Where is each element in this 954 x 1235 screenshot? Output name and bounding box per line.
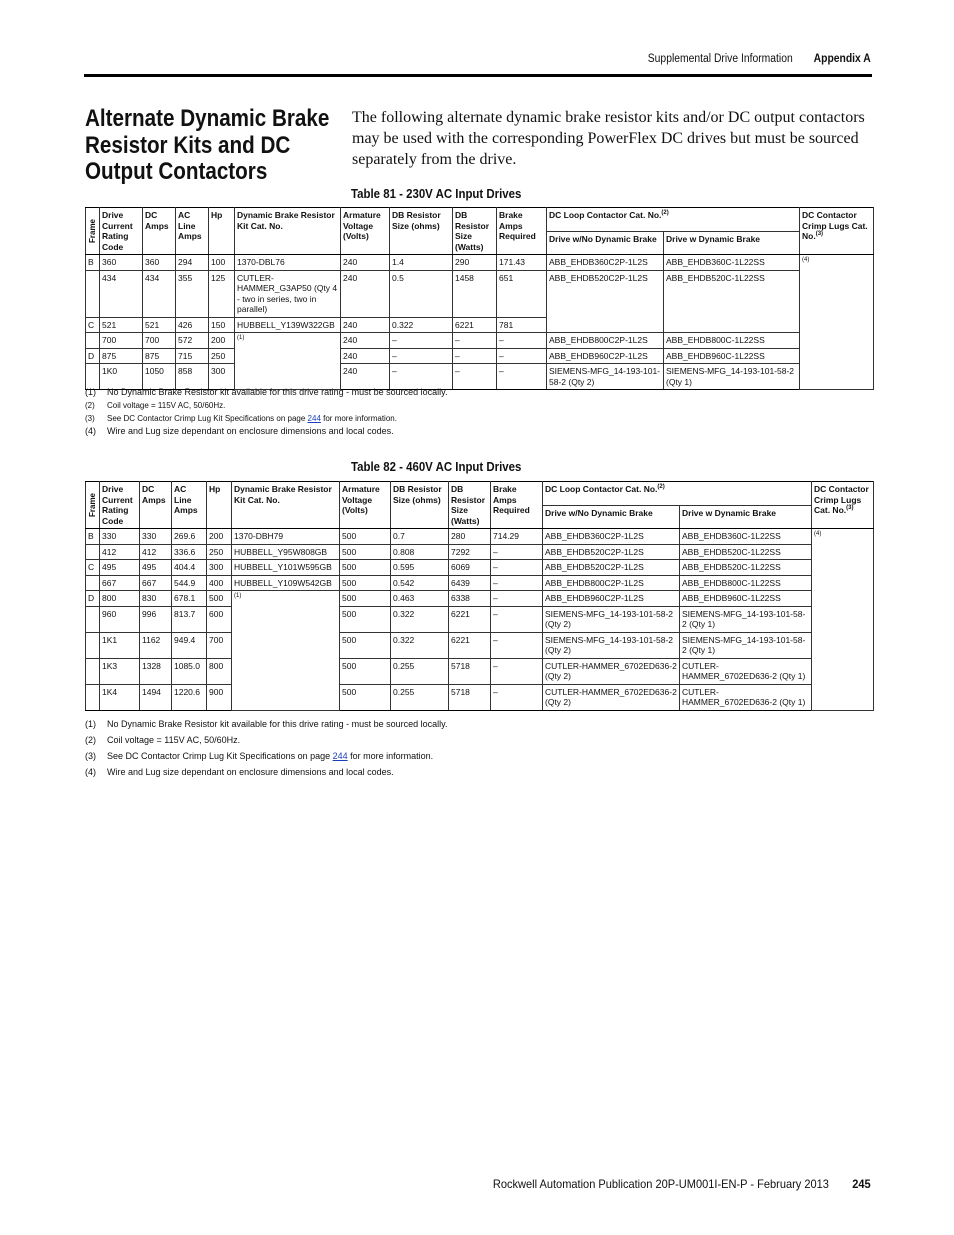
table-230v (85, 207, 874, 390)
table82-footnotes (85, 716, 865, 780)
frame-header: Frame (86, 482, 100, 529)
footnote: (4) Wire and Lug size dependant on enclosure dimensions and local codes. (85, 767, 394, 777)
brake-amps-header: Brake Amps Required (497, 208, 547, 255)
page-number: 245 (852, 1177, 871, 1191)
table81-footnotes (85, 386, 865, 438)
w-db-header: Drive w Dynamic Brake (680, 505, 812, 529)
rating-header: Drive Current Rating Code (100, 482, 140, 529)
crimp-lugs-header: DC Contactor Crimp Lugs Cat. No.$^{(3)}$ (800, 208, 874, 255)
table-row: 412 412 336.6 250 HUBBELL_Y95W808GB 500 0.808 7292 – ABB_EHDB520C2P-1L2S ABB_EHDB520C-1L22SS (86, 544, 874, 560)
db-ohms-header: DB Resistor Size (ohms) (390, 208, 453, 255)
table-row: 1K4 1494 1220.6 900 500 0.255 5718 – CUTLER-HAMMER_6702ED636-2 (Qty 2) CUTLER-HAMMER_6702ED636-2 (Qty 1) (86, 684, 874, 710)
armature-voltage-header: Armature Voltage (Volts) (340, 482, 391, 529)
brake-amps-header: Brake Amps Required (491, 482, 543, 529)
footnote: (3) See DC Contactor Crimp Lug Kit Specifications on page 244 for more information. (85, 414, 397, 423)
publication-info: Rockwell Automation Publication 20P-UM001I-EN-P - February 2013 (493, 1177, 830, 1191)
table-row: C 495 495 404.4 300 HUBBELL_Y101W595GB 500 0.595 6069 – ABB_EHDB520C2P-1L2S ABB_EHDB520C-1L22SS (86, 560, 874, 576)
table-row: B 330 330 269.6 200 1370-DBH79 500 0.7 280 714.29 ABB_EHDB360C2P-1L2S ABB_EHDB360C-1L22SS $^{(4)}$ (86, 529, 874, 545)
table81-caption: Table 81 - 230V AC Input Drives (351, 186, 522, 201)
ac-amps-header: AC Line Amps (176, 208, 209, 255)
table-row: C 521 521 426 150 HUBBELL_Y139W322GB 240 0.322 6221 781 (86, 317, 874, 333)
section-heading: Alternate Dynamic Brake Resistor Kits and DC Output Contactors (85, 105, 330, 185)
table-row: 1K3 1328 1085.0 800 500 0.255 5718 – CUTLER-HAMMER_6702ED636-2 (Qty 2) CUTLER-HAMMER_6702ED636-2 (Qty 1) (86, 658, 874, 684)
table-460v (85, 481, 874, 711)
header-section: Supplemental Drive Information (648, 53, 793, 65)
table-row: 434 434 355 125 CUTLER-HAMMER_G3AP50 (Qty 4 - two in series, two in parallel) 240 0.5 1458 651 ABB_EHDB520C2P-1L2S ABB_EHDB520C-1L22SS (86, 270, 874, 317)
header-appendix: Appendix A (813, 53, 871, 65)
db-kit-header: Dynamic Brake Resistor Kit Cat. No. (235, 208, 341, 255)
rating-header: Drive Current Rating Code (100, 208, 143, 255)
page-link[interactable]: 244 (332, 751, 348, 761)
table82-caption: Table 82 - 460V AC Input Drives (351, 459, 522, 474)
crimp-lugs-cell: (4) (800, 255, 874, 390)
db-kit-note-cell: (1) (232, 591, 340, 711)
table-row: 1K0 1050 858 300 240 – – – SIEMENS-MFG_14-193-101-58-2 (Qty 2) SIEMENS-MFG_14-193-101-58-2 (Qty 1) (86, 364, 874, 390)
running-header (648, 53, 871, 65)
db-kit-note-cell: (1) (235, 333, 341, 390)
contactor-header: DC Loop Contactor Cat. No.$^{(2)}$ (543, 482, 812, 506)
frame-header: Frame (86, 208, 100, 255)
footnote: (1) No Dynamic Brake Resistor kit available for this drive rating - must be sourced locally. (85, 387, 448, 397)
armature-voltage-header: Armature Voltage (Volts) (341, 208, 390, 255)
db-watts-header: DB Resistor Size (Watts) (449, 482, 491, 529)
table-row: 667 667 544.9 400 HUBBELL_Y109W542GB 500 0.542 6439 – ABB_EHDB800C2P-1L2S ABB_EHDB800C-1L22SS (86, 575, 874, 591)
footnote: (4) Wire and Lug size dependant on enclosure dimensions and local codes. (85, 426, 394, 436)
no-db-header: Drive w/No Dynamic Brake (547, 231, 664, 255)
table-row: B 360 360 294 100 1370-DBL76 240 1.4 290 171.43 ABB_EHDB360C2P-1L2S ABB_EHDB360C-1L22SS $^{(4)}$ (86, 255, 874, 271)
page-footer (493, 1177, 871, 1191)
footnote: (3) See DC Contactor Crimp Lug Kit Specifications on page 244 for more information. (85, 751, 434, 761)
crimp-lugs-cell: (4) (812, 529, 874, 711)
header-rule (84, 74, 872, 77)
footnote: (2) Coil voltage = 115V AC, 50/60Hz. (85, 735, 241, 745)
table-row: 960 996 813.7 600 500 0.322 6221 – SIEMENS-MFG_14-193-101-58-2 (Qty 2) SIEMENS-MFG_14-193-101-58-2 (Qty 1) (86, 606, 874, 632)
db-kit-header: Dynamic Brake Resistor Kit Cat. No. (232, 482, 340, 529)
no-db-header: Drive w/No Dynamic Brake (543, 505, 680, 529)
table-row: 1K1 1162 949.4 700 500 0.322 6221 – SIEMENS-MFG_14-193-101-58-2 (Qty 2) SIEMENS-MFG_14-193-101-58-2 (Qty 1) (86, 632, 874, 658)
ac-amps-header: AC Line Amps (172, 482, 207, 529)
footnote: (1) No Dynamic Brake Resistor kit available for this drive rating - must be sourced locally. (85, 719, 448, 729)
db-ohms-header: DB Resistor Size (ohms) (391, 482, 449, 529)
hp-header: Hp (207, 482, 232, 529)
dc-amps-header: DC Amps (143, 208, 176, 255)
page-link[interactable]: 244 (307, 414, 321, 423)
table-row: D 875 875 715 250 240 – – – ABB_EHDB960C2P-1L2S ABB_EHDB960C-1L22SS (86, 348, 874, 364)
contactor-header: DC Loop Contactor Cat. No.$^{(2)}$ (547, 208, 800, 232)
hp-header: Hp (209, 208, 235, 255)
db-watts-header: DB Resistor Size (Watts) (453, 208, 497, 255)
crimp-lugs-header: DC Contactor Crimp Lugs Cat. No.$^{(3)}$ (812, 482, 874, 529)
table-row: D 800 830 678.1 500 $^{(1)}$ 500 0.463 6338 – ABB_EHDB960C2P-1L2S ABB_EHDB960C-1L22SS (86, 591, 874, 607)
dc-amps-header: DC Amps (140, 482, 172, 529)
table-row: 700 700 572 200 $^{(1)}$ 240 – – – ABB_EHDB800C2P-1L2S ABB_EHDB800C-1L22SS (86, 333, 874, 349)
w-db-header: Drive w Dynamic Brake (664, 231, 800, 255)
intro-paragraph: The following alternate dynamic brake resistor kits and/or DC output contactors may be used with the corresponding PowerFlex DC drives but must be sourced separately from the drive. (352, 109, 865, 168)
footnote: (2) Coil voltage = 115V AC, 50/60Hz. (85, 401, 226, 410)
